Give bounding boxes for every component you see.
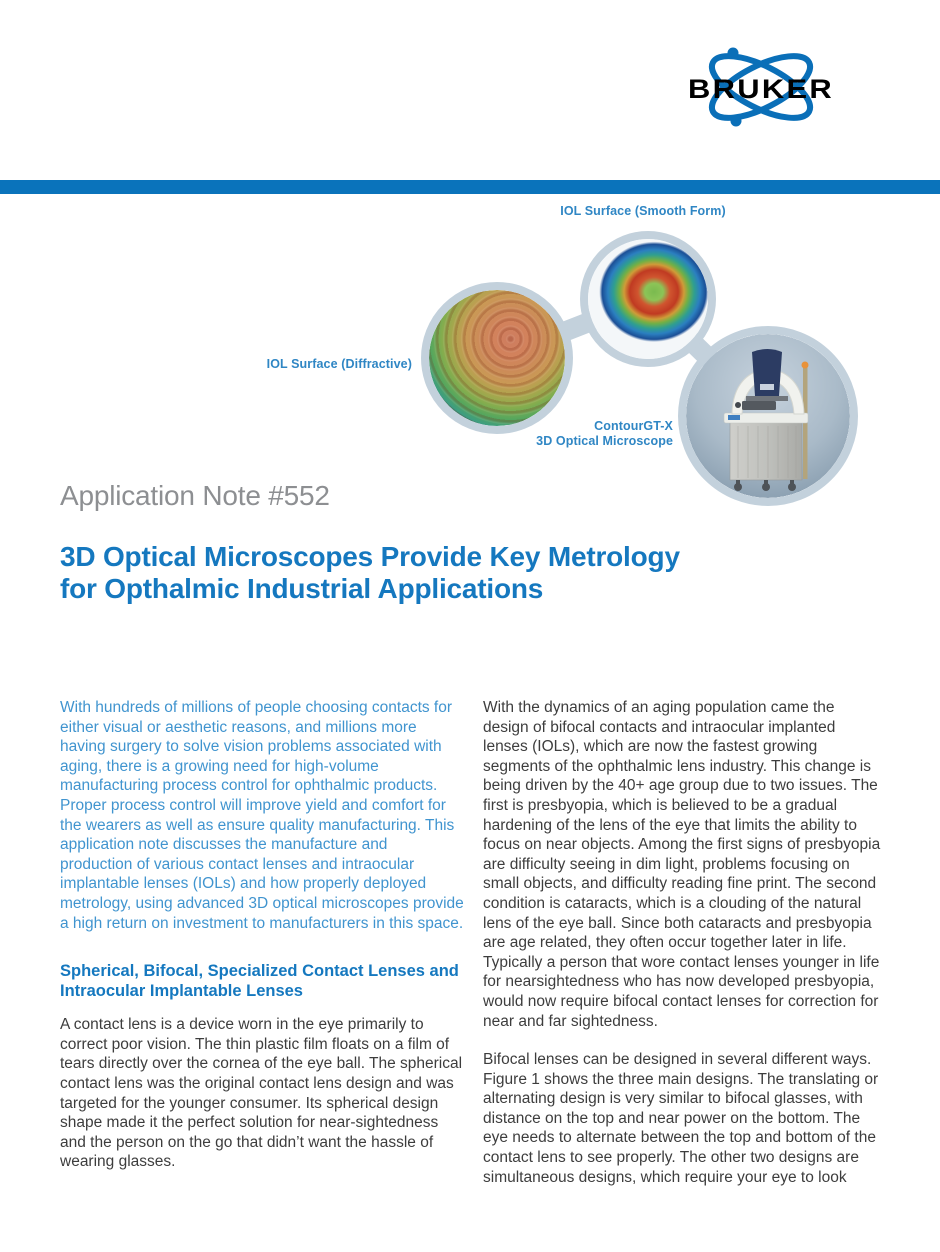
intro-paragraph: With hundreds of millions of people choosing contacts for either visual or aesthetic reasons, and millions more having surgery to solve vision problems associated with aging, there is a growing need for high-volume manufacturing process control for ophthalmic products. Proper process control will improve yield and comfort for the wearers as well as ensure quality manufacturing. This application note discusses the manufacture and production of various contact lenses and intraocular implantable lenses (IOLs) and how properly deployed metrology, using advanced 3D optical microscopes provide a high return on investment to manufacturers in this space.: [60, 699, 464, 932]
right-column: [483, 698, 883, 1206]
page-title-line1: 3D Optical Microscopes Provide Key Metrology: [60, 541, 680, 572]
bruker-logo: [686, 40, 836, 137]
iol-diffractive-surface: [429, 290, 565, 426]
section-heading: Spherical, Bifocal, Specialized Contact Lenses and Intraocular Implantable Lenses: [60, 962, 459, 1001]
hero-collage: [0, 200, 940, 520]
left-column: [60, 698, 464, 1191]
bruker-atom-icon: [686, 40, 836, 137]
right-body-paragraph-1: With the dynamics of an aging population came the design of bifocal contacts and intraocular implanted lenses (IOLs), which are now the fastest growing segments of the ophthalmic lens industry. This change is being driven by the 40+ age group due to two issues. The first is presbyopia, which is believed to be a gradual hardening of the lens of the eye that limits the ability to focus on near objects. Among the first signs of presbyopia are difficulty seeing in dim light, problems focusing on small objects, and difficulty reading fine print. The second condition is cataracts, which is a clouding of the natural lens of the eye ball. Since both cataracts and presbyopia are age related, they often occur together later in life. Typically a person that wore contact lenses younger in life for nearsightedness who has now developed presbyopia, would now require bifocal contact lenses for correction for near and far sightedness.: [483, 699, 881, 1030]
label-contourgt-x: [473, 419, 673, 449]
left-body-paragraph: A contact lens is a device worn in the eye primarily to correct poor vision. The thin plastic film floats on a film of tears directly over the cornea of the eye ball. The spherical contact lens was the original contact lens design and was targeted for the younger consumer. Its spherical design shape made it the perfect solution for near-sightedness and the person on the go that didn’t want the hassle of wearing glasses.: [60, 1016, 463, 1171]
iol-smooth-form-surface: [588, 239, 708, 359]
label-contourgt-x-line1: ContourGT-X: [594, 419, 673, 433]
accent-band: [0, 180, 940, 194]
page-title-line2: for Opthalmic Industrial Applications: [60, 573, 544, 604]
application-note-number: Application Note #552: [60, 480, 330, 511]
iol-smooth-form-image: [580, 231, 716, 367]
iol-diffractive-image: [421, 282, 573, 434]
label-iol-smooth-form: IOL Surface (Smooth Form): [560, 204, 726, 218]
bruker-wordmark: BRUKER: [688, 74, 834, 104]
page-title: [60, 541, 680, 605]
microscope-illustration: [686, 334, 850, 498]
label-iol-diffractive: IOL Surface (Diffractive): [266, 357, 412, 371]
label-contourgt-x-line2: 3D Optical Microscope: [536, 434, 673, 448]
right-body-paragraph-2: Bifocal lenses can be designed in several different ways. Figure 1 shows the three main designs. The translating or alternating design is very similar to bifocal glasses, with distance on the top and near power on the bottom. The eye needs to alternate between the top and bottom of the contact lens to see properly. The other two designs are simultaneous designs, which require your eye to look: [483, 1051, 879, 1186]
contourgt-x-photo: [678, 326, 858, 506]
